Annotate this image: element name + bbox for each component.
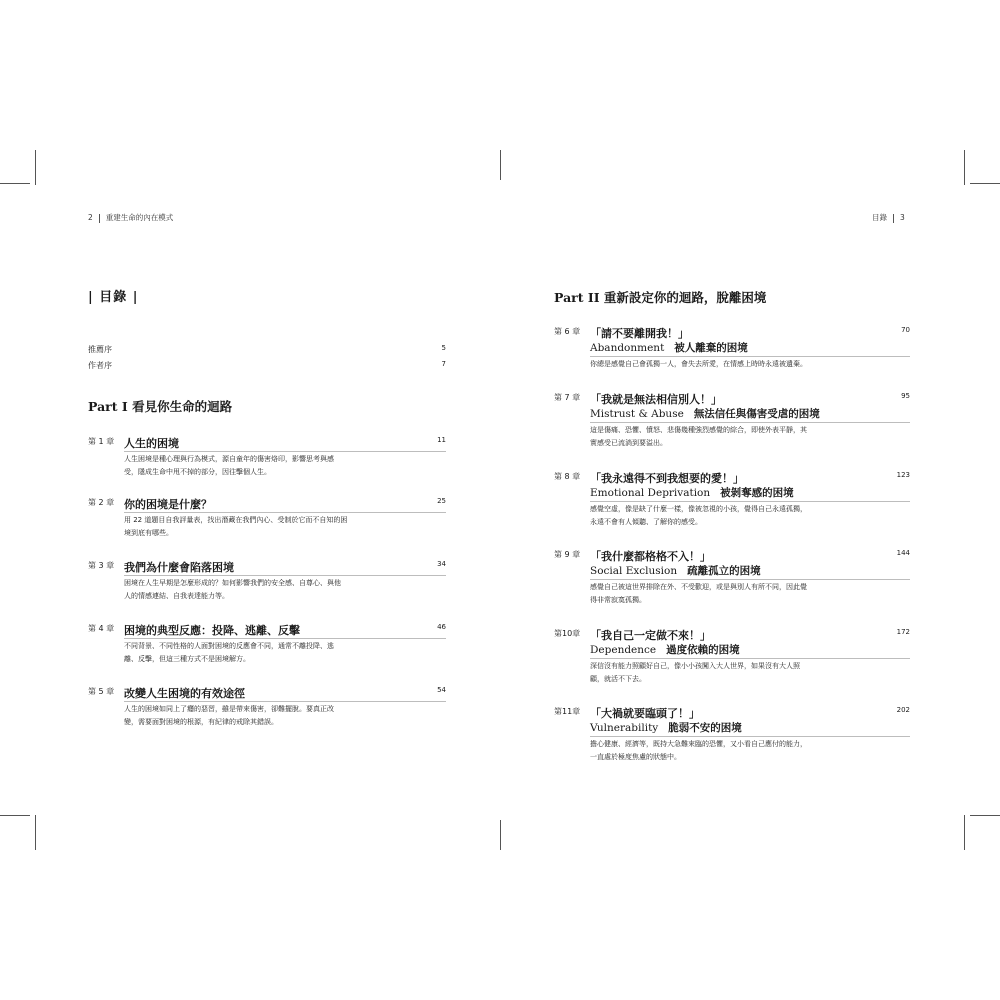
subtitle-english: Dependence xyxy=(590,644,657,656)
chapter-description xyxy=(590,660,890,686)
chapter-page: 34 xyxy=(437,560,446,568)
chapter-subtitle xyxy=(590,642,740,657)
toc-chapter-entry xyxy=(554,627,910,697)
divider xyxy=(590,501,910,502)
chapter-title: 「我永遠得不到我想要的愛！」 xyxy=(590,472,744,485)
chapter-title: 你的困境是什麼？ xyxy=(124,498,212,511)
subtitle-chinese: 疏離孤立的困境 xyxy=(687,565,761,577)
divider xyxy=(590,579,910,580)
page-number: 2 xyxy=(88,213,93,222)
description-line: 永遠不會有人傾聽、了解你的感受。 xyxy=(590,518,702,526)
subtitle-english: Emotional Deprivation xyxy=(590,487,711,499)
crop-mark xyxy=(0,815,30,816)
running-head xyxy=(88,212,173,223)
toc-chapter-entry xyxy=(554,548,910,618)
chapter-page: 202 xyxy=(896,706,910,714)
divider xyxy=(124,575,446,576)
chapter-description xyxy=(124,514,424,540)
part-title: Part I 看見你生命的迴路 xyxy=(88,399,233,414)
chapter-subtitle xyxy=(590,485,794,500)
divider xyxy=(124,701,446,702)
description-line: 用 22 道題目自我評量表，找出潛藏在我們內心、受制於它而不自知的困 xyxy=(124,516,348,524)
toc-chapter-entry xyxy=(554,325,910,385)
front-matter-item xyxy=(88,344,446,355)
front-matter-label: 作者序 xyxy=(88,361,112,370)
crop-mark xyxy=(964,150,965,185)
toc-chapter-entry xyxy=(88,435,446,495)
front-matter-page: 5 xyxy=(441,344,446,352)
subtitle-chinese: 被剝奪感的困境 xyxy=(720,487,794,499)
description-line: 人生困境是種心理與行為模式，源自童年的傷害烙印，影響思考與感 xyxy=(124,455,334,463)
chapter-description xyxy=(124,453,424,479)
chapter-number: 第10章 xyxy=(554,629,581,638)
front-matter-page: 7 xyxy=(441,360,446,368)
divider xyxy=(590,658,910,659)
chapter-page: 46 xyxy=(437,623,446,631)
chapter-title: 「請不要離開我！」 xyxy=(590,327,689,340)
toc-chapter-entry xyxy=(554,705,910,775)
chapter-number: 第 2 章 xyxy=(88,498,115,507)
crop-mark xyxy=(964,815,965,850)
chapter-description xyxy=(590,503,890,529)
subtitle-chinese: 過度依賴的困境 xyxy=(666,644,740,656)
divider xyxy=(590,736,910,737)
chapter-page: 70 xyxy=(901,326,910,334)
chapter-number: 第 1 章 xyxy=(88,437,115,446)
chapter-page: 123 xyxy=(896,471,910,479)
toc-chapter-entry xyxy=(88,496,446,556)
description-line: 人的情感連結、自我表達能力等。 xyxy=(124,592,229,600)
divider xyxy=(124,512,446,513)
book-title: 重建生命的內在模式 xyxy=(105,213,174,222)
description-line: 實感受已流淌到要溢出。 xyxy=(590,439,667,447)
description-line: 不同背景、不同性格的人面對困境的反應會不同，通常不離投降、逃 xyxy=(124,642,334,650)
chapter-title: 「我自己一定做不來！」 xyxy=(590,629,711,642)
description-line: 感覺空虛，像是缺了什麼一樣，像被忽視的小孩，覺得自己永遠孤獨， xyxy=(590,505,807,513)
crop-mark xyxy=(35,150,36,185)
chapter-page: 11 xyxy=(437,436,446,444)
front-matter-item xyxy=(88,360,446,371)
chapter-number: 第 4 章 xyxy=(88,624,115,633)
chapter-number: 第 3 章 xyxy=(88,561,115,570)
front-matter-label: 推薦序 xyxy=(88,345,112,354)
crop-mark xyxy=(970,815,1000,816)
chapter-title: 人生的困境 xyxy=(124,437,179,450)
chapter-page: 95 xyxy=(901,392,910,400)
description-line: 離、反擊，但這三種方式不是困境解方。 xyxy=(124,655,250,663)
description-line: 你總是感覺自己會孤獨一人，會失去所愛，在情感上時時永遠被遺棄。 xyxy=(590,360,807,368)
page-number: 3 xyxy=(900,213,905,222)
right-page xyxy=(500,0,1000,1000)
subtitle-english: Vulnerability xyxy=(590,722,659,734)
toc-chapter-entry xyxy=(88,559,446,619)
subtitle-chinese: 脆弱不安的困境 xyxy=(668,722,742,734)
section-label: 目錄 xyxy=(872,213,887,222)
chapter-page: 144 xyxy=(896,549,910,557)
description-line: 感覺自己被這世界排除在外、不受歡迎，或是與別人有所不同，因此覺 xyxy=(590,583,807,591)
chapter-description xyxy=(124,640,424,666)
divider xyxy=(124,638,446,639)
chapter-title: 「我就是無法相信別人！」 xyxy=(590,393,722,406)
description-line: 困境在人生早期是怎麼形成的？如何影響我們的安全感、自尊心、與他 xyxy=(124,579,341,587)
chapter-subtitle xyxy=(590,340,748,355)
chapter-number: 第11章 xyxy=(554,707,581,716)
crop-mark xyxy=(0,183,30,184)
description-line: 顧，就活不下去。 xyxy=(590,675,646,683)
chapter-subtitle xyxy=(590,563,761,578)
chapter-subtitle xyxy=(590,406,820,421)
chapter-number: 第 5 章 xyxy=(88,687,115,696)
chapter-page: 54 xyxy=(437,686,446,694)
chapter-subtitle xyxy=(590,720,742,735)
subtitle-english: Abandonment xyxy=(590,342,665,354)
chapter-page: 172 xyxy=(896,628,910,636)
description-line: 受，隱成生命中甩不掉的部分，因往擊個人生。 xyxy=(124,468,271,476)
description-line: 境到底有哪些。 xyxy=(124,529,173,537)
chapter-number: 第 7 章 xyxy=(554,393,581,402)
subtitle-chinese: 無法信任與傷害受虐的困境 xyxy=(693,408,820,420)
crop-mark xyxy=(35,815,36,850)
description-line: 這是傷痛、恐懼、憤怒、悲傷幾種強烈感覺的綜合，即使外表平靜，其 xyxy=(590,426,807,434)
chapter-description xyxy=(590,738,890,764)
subtitle-chinese: 被人離棄的困境 xyxy=(674,342,748,354)
chapter-page: 25 xyxy=(437,497,446,505)
chapter-title: 「大禍就要臨頭了！」 xyxy=(590,707,700,720)
divider xyxy=(124,451,446,452)
toc-chapter-entry xyxy=(88,685,446,745)
divider xyxy=(99,214,100,223)
divider xyxy=(893,214,894,223)
chapter-description xyxy=(590,424,890,450)
chapter-title: 我們為什麼會陷落困境 xyxy=(124,561,234,574)
chapter-title: 改變人生困境的有效途徑 xyxy=(124,687,245,700)
chapter-description xyxy=(590,581,890,607)
description-line: 變，需要面對困境的根源，有紀律的戒除其錯誤。 xyxy=(124,718,278,726)
chapter-number: 第 6 章 xyxy=(554,327,581,336)
toc-chapter-entry xyxy=(88,622,446,682)
toc-chapter-entry xyxy=(554,391,910,461)
subtitle-english: Mistrust & Abuse xyxy=(590,408,684,420)
chapter-number: 第 8 章 xyxy=(554,472,581,481)
description-line: 深信沒有能力照顧好自己，像小小孩闖入大人世界，如果沒有大人照 xyxy=(590,662,800,670)
part-title: Part II 重新設定你的迴路，脫離困境 xyxy=(554,290,767,305)
toc-chapter-entry xyxy=(554,470,910,540)
chapter-description xyxy=(124,703,424,729)
chapter-description xyxy=(590,358,890,371)
description-line: 人生的困境如同上了癮的惡習，雖是帶來傷害，卻難擺脫。要真正改 xyxy=(124,705,334,713)
chapter-title: 困境的典型反應：投降、逃離、反擊 xyxy=(124,624,300,637)
divider xyxy=(590,356,910,357)
chapter-number: 第 9 章 xyxy=(554,550,581,559)
subtitle-english: Social Exclusion xyxy=(590,565,678,577)
description-line: 一直處於極度焦慮的狀態中。 xyxy=(590,753,681,761)
divider xyxy=(590,422,910,423)
description-line: 擔心健康、經濟等，既持大急難來臨的恐懼，又小看自己應付的能力， xyxy=(590,740,807,748)
running-head xyxy=(872,212,905,223)
chapter-title: 「我什麼都格格不入！」 xyxy=(590,550,711,563)
description-line: 得非常寂寞孤獨。 xyxy=(590,596,646,604)
chapter-description xyxy=(124,577,424,603)
toc-title: | 目錄 | xyxy=(88,290,139,305)
crop-mark xyxy=(970,183,1000,184)
